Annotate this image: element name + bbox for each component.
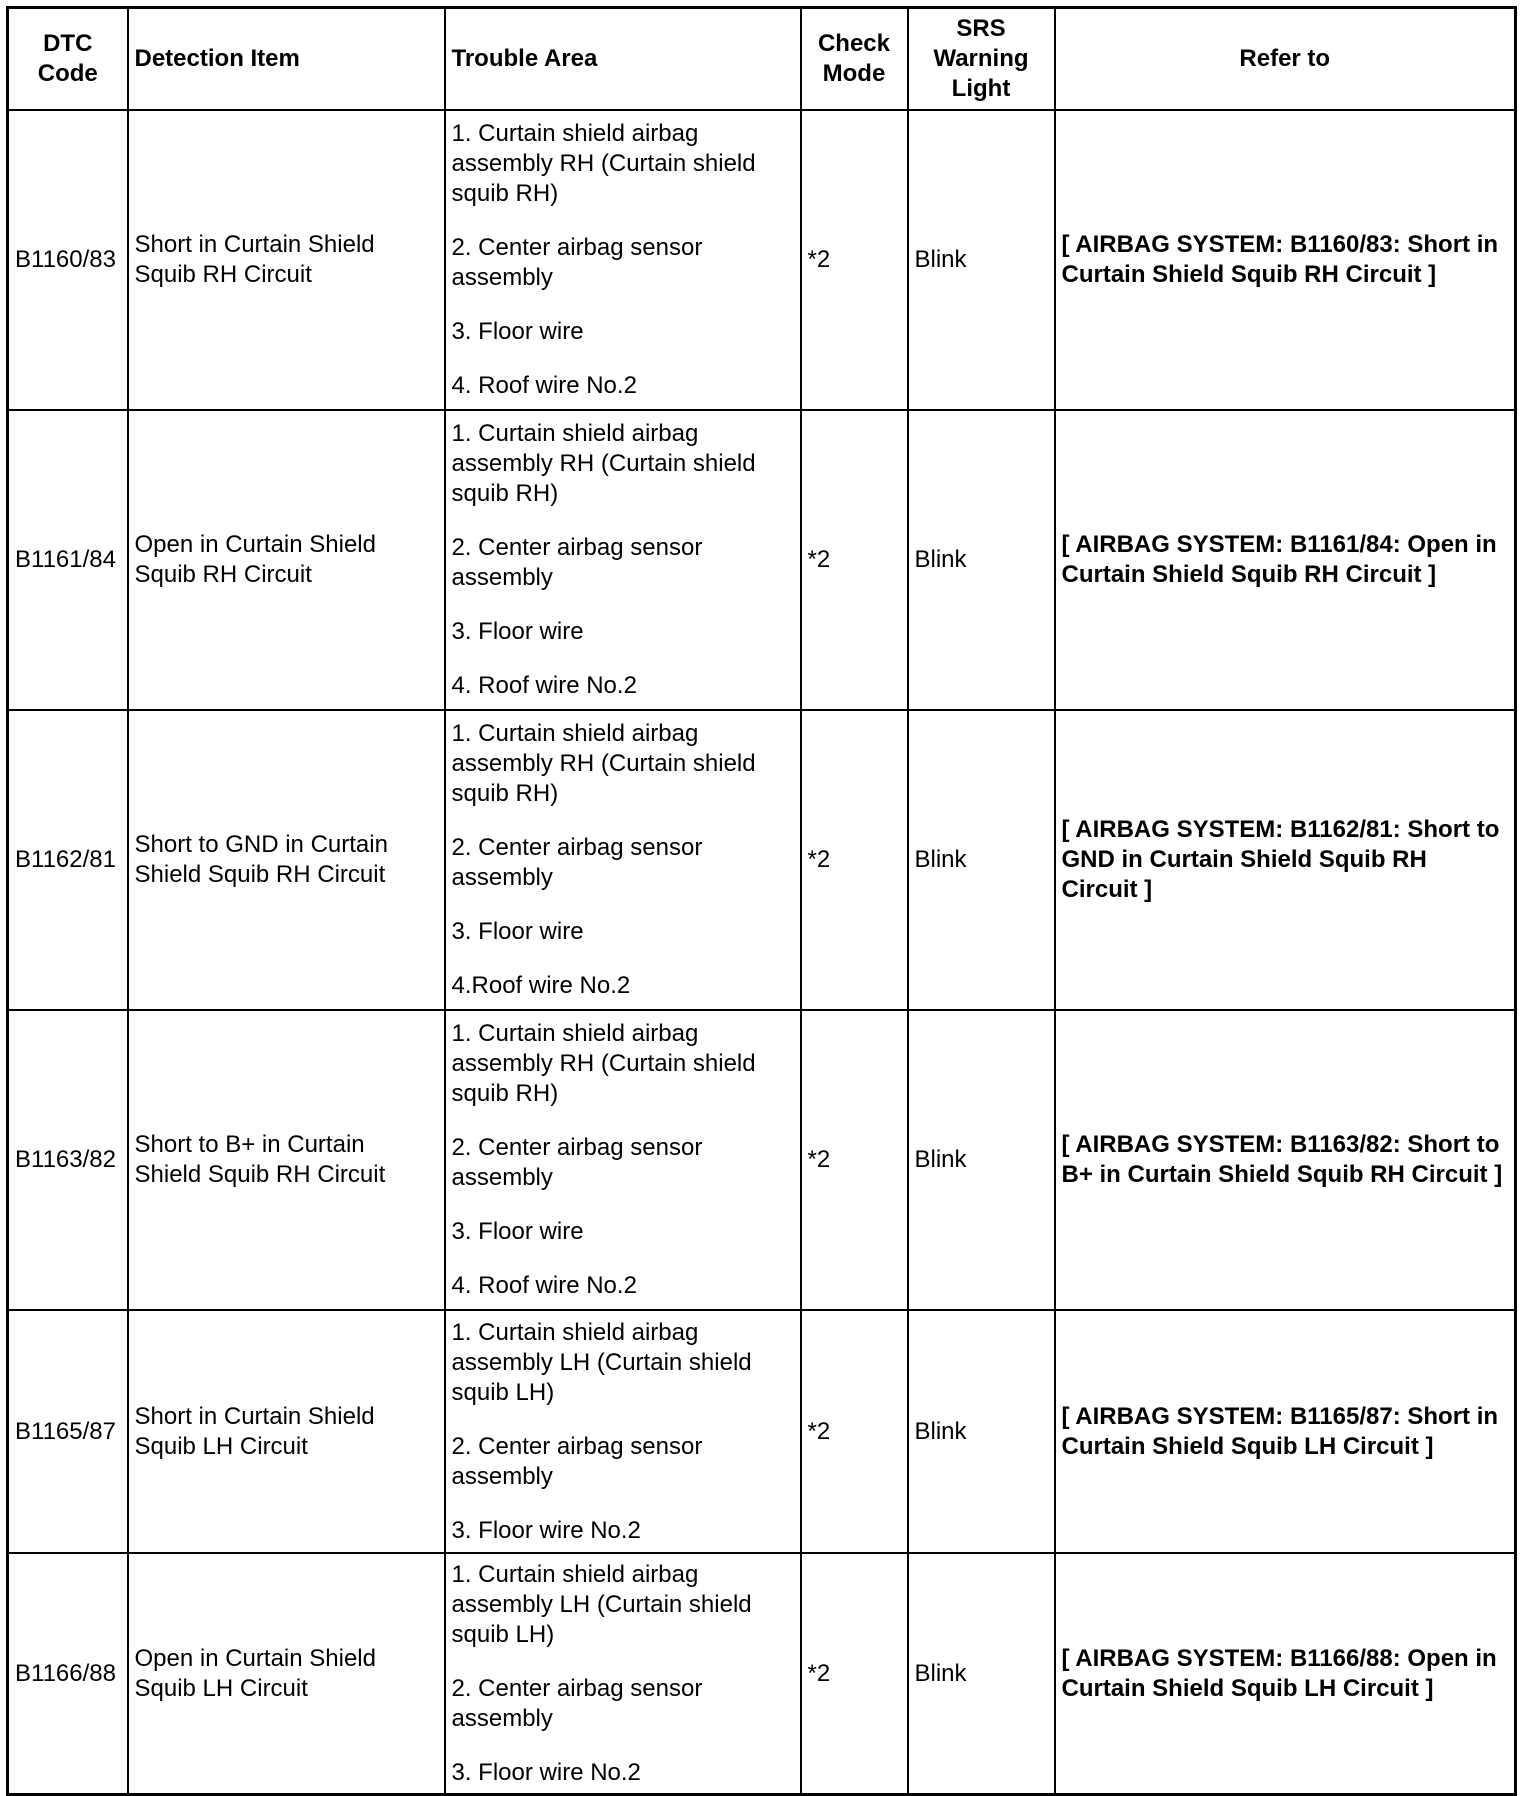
trouble-area-cell xyxy=(445,410,801,710)
trouble-area-item: 3. Floor wire xyxy=(451,618,584,645)
srs-warning-light-cell: Blink xyxy=(908,410,1055,710)
srs-warning-light-cell: Blink xyxy=(908,1310,1055,1553)
trouble-area-cell xyxy=(445,110,801,410)
dtc-code-cell: B1161/84 xyxy=(8,410,128,710)
trouble-area-item: 3. Floor wire xyxy=(451,318,584,345)
trouble-area-item: 2. Center airbag sensor assembly xyxy=(451,1432,703,1490)
refer-to-link[interactable]: [ AIRBAG SYSTEM: B1160/83: Short in Curtain Shield Squib RH Circuit ] xyxy=(1055,110,1516,410)
refer-to-link[interactable]: [ AIRBAG SYSTEM: B1162/81: Short to GND in Curtain Shield Squib RH Circuit ] xyxy=(1055,710,1516,1010)
refer-to-link[interactable]: [ AIRBAG SYSTEM: B1161/84: Open in Curtain Shield Squib RH Circuit ] xyxy=(1055,410,1516,710)
trouble-area-item: 4. Roof wire No.2 xyxy=(451,1272,637,1299)
trouble-area-item: 3. Floor wire No.2 xyxy=(451,1758,641,1786)
trouble-area-cell xyxy=(445,710,801,1010)
header-detection-item: Detection Item xyxy=(128,8,445,111)
trouble-area-item: 3. Floor wire xyxy=(451,1218,584,1245)
detection-item-cell: Open in Curtain Shield Squib RH Circuit xyxy=(128,410,445,710)
table-row xyxy=(8,410,1516,710)
dtc-code-cell: B1163/82 xyxy=(8,1010,128,1310)
check-mode-cell: *2 xyxy=(801,710,908,1010)
check-mode-cell: *2 xyxy=(801,1010,908,1310)
check-mode-cell: *2 xyxy=(801,1553,908,1795)
trouble-area-item: 3. Floor wire xyxy=(451,918,584,945)
table-row xyxy=(8,110,1516,410)
trouble-area-item: 1. Curtain shield airbag assembly RH (Curtain shield squib RH) xyxy=(451,420,756,507)
detection-item-cell: Open in Curtain Shield Squib LH Circuit xyxy=(128,1553,445,1795)
srs-warning-light-cell: Blink xyxy=(908,110,1055,410)
trouble-area-item: 3. Floor wire No.2 xyxy=(451,1516,641,1544)
trouble-area-item: 1. Curtain shield airbag assembly LH (Curtain shield squib LH) xyxy=(451,1318,752,1406)
dtc-code-cell: B1160/83 xyxy=(8,110,128,410)
dtc-table xyxy=(6,6,1517,1796)
table-row xyxy=(8,710,1516,1010)
refer-to-link[interactable]: [ AIRBAG SYSTEM: B1166/88: Open in Curtain Shield Squib LH Circuit ] xyxy=(1055,1553,1516,1795)
srs-warning-light-cell: Blink xyxy=(908,1010,1055,1310)
header-srs-warning-light: SRS Warning Light xyxy=(908,8,1055,111)
check-mode-cell: *2 xyxy=(801,1310,908,1553)
table-row xyxy=(8,1010,1516,1310)
header-trouble-area: Trouble Area xyxy=(445,8,801,111)
refer-to-link[interactable]: [ AIRBAG SYSTEM: B1165/87: Short in Curtain Shield Squib LH Circuit ] xyxy=(1055,1310,1516,1553)
trouble-area-item: 1. Curtain shield airbag assembly RH (Curtain shield squib RH) xyxy=(451,720,756,807)
check-mode-cell: *2 xyxy=(801,410,908,710)
dtc-code-cell: B1166/88 xyxy=(8,1553,128,1795)
trouble-area-item: 1. Curtain shield airbag assembly LH (Curtain shield squib LH) xyxy=(451,1560,752,1648)
trouble-area-item: 2. Center airbag sensor assembly xyxy=(451,834,703,891)
trouble-area-cell xyxy=(445,1310,801,1553)
trouble-area-cell xyxy=(445,1553,801,1795)
detection-item-cell: Short in Curtain Shield Squib RH Circuit xyxy=(128,110,445,410)
trouble-area-item: 1. Curtain shield airbag assembly RH (Curtain shield squib RH) xyxy=(451,1020,756,1107)
srs-warning-light-cell: Blink xyxy=(908,710,1055,1010)
detection-item-cell: Short to B+ in Curtain Shield Squib RH Circuit xyxy=(128,1010,445,1310)
trouble-area-item: 4. Roof wire No.2 xyxy=(451,672,637,699)
refer-to-link[interactable]: [ AIRBAG SYSTEM: B1163/82: Short to B+ in Curtain Shield Squib RH Circuit ] xyxy=(1055,1010,1516,1310)
dtc-code-cell: B1165/87 xyxy=(8,1310,128,1553)
trouble-area-item: 4. Roof wire No.2 xyxy=(451,372,637,399)
trouble-area-item: 2. Center airbag sensor assembly xyxy=(451,234,703,291)
header-row xyxy=(8,8,1516,111)
trouble-area-item: 2. Center airbag sensor assembly xyxy=(451,534,703,591)
trouble-area-item: 1. Curtain shield airbag assembly RH (Curtain shield squib RH) xyxy=(451,120,756,207)
trouble-area-item: 4.Roof wire No.2 xyxy=(451,972,631,999)
header-refer-to: Refer to xyxy=(1055,8,1516,111)
trouble-area-item: 2. Center airbag sensor assembly xyxy=(451,1134,703,1191)
detection-item-cell: Short in Curtain Shield Squib LH Circuit xyxy=(128,1310,445,1553)
dtc-code-cell: B1162/81 xyxy=(8,710,128,1010)
table-row xyxy=(8,1553,1516,1795)
header-dtc-code: DTC Code xyxy=(8,8,128,111)
check-mode-cell: *2 xyxy=(801,110,908,410)
trouble-area-cell xyxy=(445,1010,801,1310)
table-row xyxy=(8,1310,1516,1553)
header-check-mode: Check Mode xyxy=(801,8,908,111)
detection-item-cell: Short to GND in Curtain Shield Squib RH Circuit xyxy=(128,710,445,1010)
srs-warning-light-cell: Blink xyxy=(908,1553,1055,1795)
trouble-area-item: 2. Center airbag sensor assembly xyxy=(451,1674,703,1732)
